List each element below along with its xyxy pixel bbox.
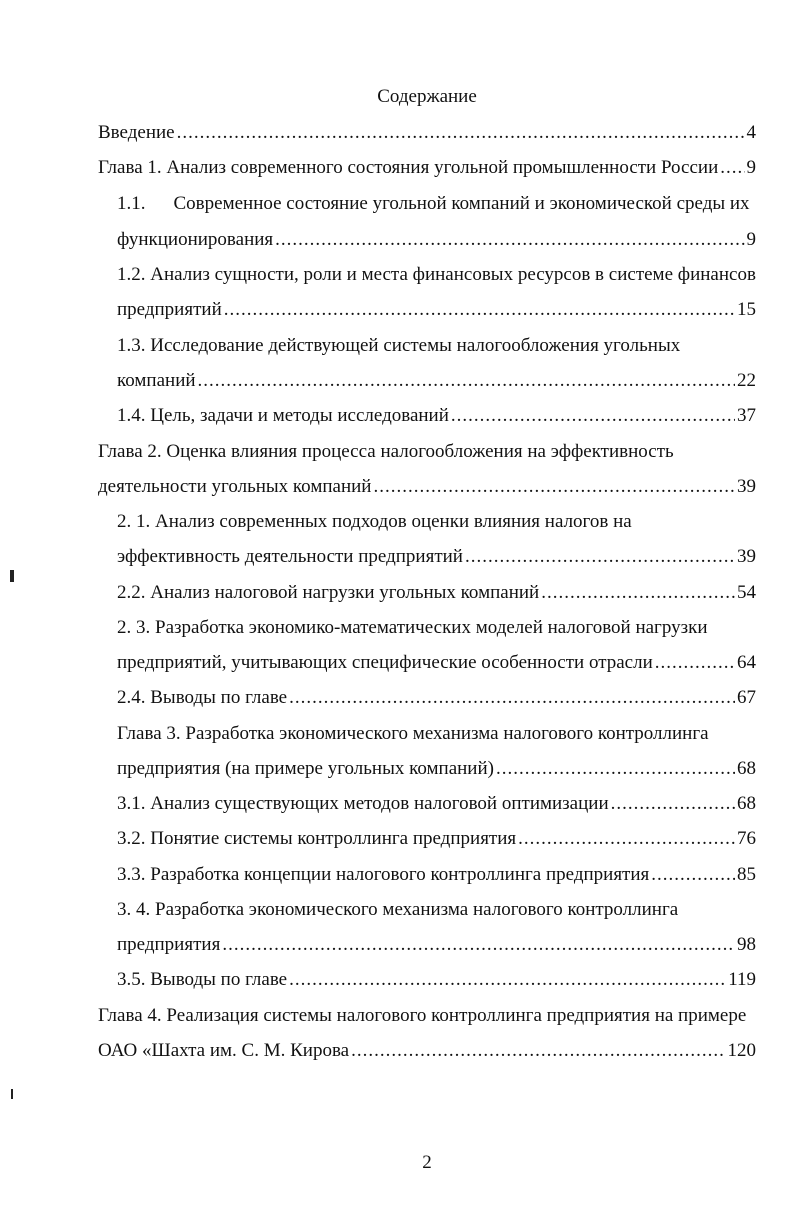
toc-entry-text: эффективность деятельности предприятий: [117, 546, 463, 567]
toc-entry-page: 22: [737, 370, 756, 391]
toc-entry-text: Введение: [98, 122, 175, 143]
toc-leader-dots: [289, 969, 726, 991]
toc-entry-2-1[interactable]: [117, 511, 757, 533]
toc-entry-page: 39: [737, 546, 756, 567]
toc-entry-text: 3.2. Понятие системы контроллинга предприятия: [117, 828, 517, 849]
toc-leader-dots: [222, 934, 735, 956]
toc-entry-text: 2. 3. Разработка экономико-математических моделей налоговой нагрузки: [117, 617, 708, 638]
toc-entry-number: 1.1.: [117, 193, 146, 214]
toc-entry-page: 9: [746, 229, 756, 250]
toc-entry-1-2[interactable]: [117, 264, 762, 286]
toc-entry-page: 76: [737, 828, 756, 849]
toc-entry-page: 68: [737, 758, 756, 779]
toc-entry-chapter-2-continuation[interactable]: [98, 476, 756, 498]
toc-entry-text: 2. 1. Анализ современных подходов оценки влияния налогов на: [117, 511, 632, 532]
toc-entry-2-3[interactable]: [117, 617, 757, 639]
toc-leader-dots: [651, 864, 735, 886]
toc-entry-text: 1.4. Цель, задачи и методы исследований: [117, 405, 449, 426]
toc-leader-dots: [177, 122, 745, 144]
toc-entry-page: 67: [737, 687, 756, 708]
toc-entry-chapter-1[interactable]: [98, 157, 756, 179]
toc-entry-3-4-continuation[interactable]: [117, 934, 756, 956]
toc-entry-text: предприятий, учитывающих специфические особенности отрасли: [117, 652, 653, 673]
toc-entry-1-1-continuation[interactable]: [117, 229, 756, 251]
toc-entry-text: Современное состояние угольной компаний и экономической среды их: [173, 193, 750, 214]
toc-entry-text: Глава 2. Оценка влияния процесса налогообложения на эффективность: [98, 441, 674, 462]
toc-leader-dots: [518, 828, 735, 850]
toc-entry-page: 37: [737, 405, 756, 426]
toc-entry-page: 4: [746, 122, 756, 143]
toc-entry-chapter-2[interactable]: [98, 441, 758, 463]
toc-entry-text: 3.3. Разработка концепции налогового контроллинга предприятия: [117, 864, 650, 885]
toc-entry-text: предприятия (на примере угольных компаний): [117, 758, 494, 779]
toc-entry-1-3-continuation[interactable]: [117, 370, 756, 392]
toc-leader-dots: [465, 546, 735, 568]
toc-entry-2-4[interactable]: [117, 687, 756, 709]
toc-entry-text: 2.2. Анализ налоговой нагрузки угольных компаний: [117, 582, 540, 603]
toc-leader-dots: [541, 582, 735, 604]
toc-entry-text: 2.4. Выводы по главе: [117, 687, 288, 708]
toc-leader-dots: [275, 229, 744, 251]
toc-leader-dots: [373, 476, 735, 498]
toc-entry-page: 9: [746, 157, 756, 178]
toc-entry-3-3[interactable]: [117, 864, 756, 886]
toc-entry-text: деятельности угольных компаний: [98, 476, 372, 497]
toc-entry-2-3-continuation[interactable]: [117, 652, 756, 674]
page-number: 2: [422, 1152, 432, 1173]
toc-entry-chapter-3-continuation[interactable]: [117, 758, 756, 780]
toc-entry-page: 15: [737, 299, 756, 320]
toc-entry-page: 68: [737, 793, 756, 814]
toc-entry-text: ОАО «Шахта им. С. М. Кирова: [98, 1040, 350, 1061]
toc-entry-page: 54: [737, 582, 756, 603]
toc-leader-dots: [655, 652, 735, 674]
toc-entry-chapter-3[interactable]: [117, 723, 757, 745]
toc-leader-dots: [289, 687, 735, 709]
toc-entry-chapter-4[interactable]: [98, 1005, 758, 1027]
toc-entry-text: 3. 4. Разработка экономического механизма налогового контроллинга: [117, 899, 679, 920]
toc-leader-dots: [351, 1040, 725, 1062]
toc-entry-1-2-continuation[interactable]: [117, 299, 756, 321]
toc-entry-page: 119: [728, 969, 756, 990]
page-title: Содержание: [377, 86, 477, 107]
toc-leader-dots: [224, 299, 735, 321]
toc-leader-dots: [611, 793, 735, 815]
toc-entry-page: 120: [727, 1040, 756, 1061]
toc-entry-text: 1.3. Исследование действующей системы налогообложения угольных: [117, 335, 681, 356]
toc-entry-1-1[interactable]: [117, 193, 757, 215]
toc-entry-page: 85: [737, 864, 756, 885]
toc-entry-2-2[interactable]: [117, 582, 756, 604]
toc-entry-text: функционирования: [117, 229, 274, 250]
toc-entry-text: 3.1. Анализ существующих методов налоговой оптимизации: [117, 793, 609, 814]
scan-mark: [10, 570, 14, 582]
toc-entry-text: 1.2. Анализ сущности, роли и места финансовых ресурсов в системе финансов: [117, 264, 756, 285]
toc-entry-text: Глава 4. Реализация системы налогового контроллинга предприятия на примере: [98, 1005, 747, 1026]
toc-entry-page: 64: [737, 652, 756, 673]
toc-entry-text: Глава 1. Анализ современного состояния угольной промышленности России: [98, 157, 719, 178]
toc-leader-dots: [198, 370, 735, 392]
toc-leader-dots: [451, 405, 735, 427]
toc-leader-dots: [720, 157, 744, 179]
toc-entry-3-2[interactable]: [117, 828, 756, 850]
toc-entry-text: Глава 3. Разработка экономического механизма налогового контроллинга: [117, 723, 709, 744]
toc-entry-2-1-continuation[interactable]: [117, 546, 756, 568]
toc-entry-3-1[interactable]: [117, 793, 756, 815]
toc-entry-chapter-4-continuation[interactable]: [98, 1040, 756, 1062]
toc-entry-text: 3.5. Выводы по главе: [117, 969, 288, 990]
toc-leader-dots: [496, 758, 735, 780]
toc-entry-page: 98: [737, 934, 756, 955]
toc-entry-1-4[interactable]: [117, 405, 756, 427]
toc-entry-text: предприятия: [117, 934, 221, 955]
scan-mark: [11, 1089, 13, 1099]
toc-entry-text: предприятий: [117, 299, 222, 320]
toc-entry-1-3[interactable]: [117, 335, 757, 357]
toc-entry-3-4[interactable]: [117, 899, 757, 921]
toc-entry-page: 39: [737, 476, 756, 497]
toc-entry-3-5[interactable]: [117, 969, 756, 991]
toc-entry-text: компаний: [117, 370, 196, 391]
toc-entry-introduction[interactable]: [98, 122, 756, 144]
